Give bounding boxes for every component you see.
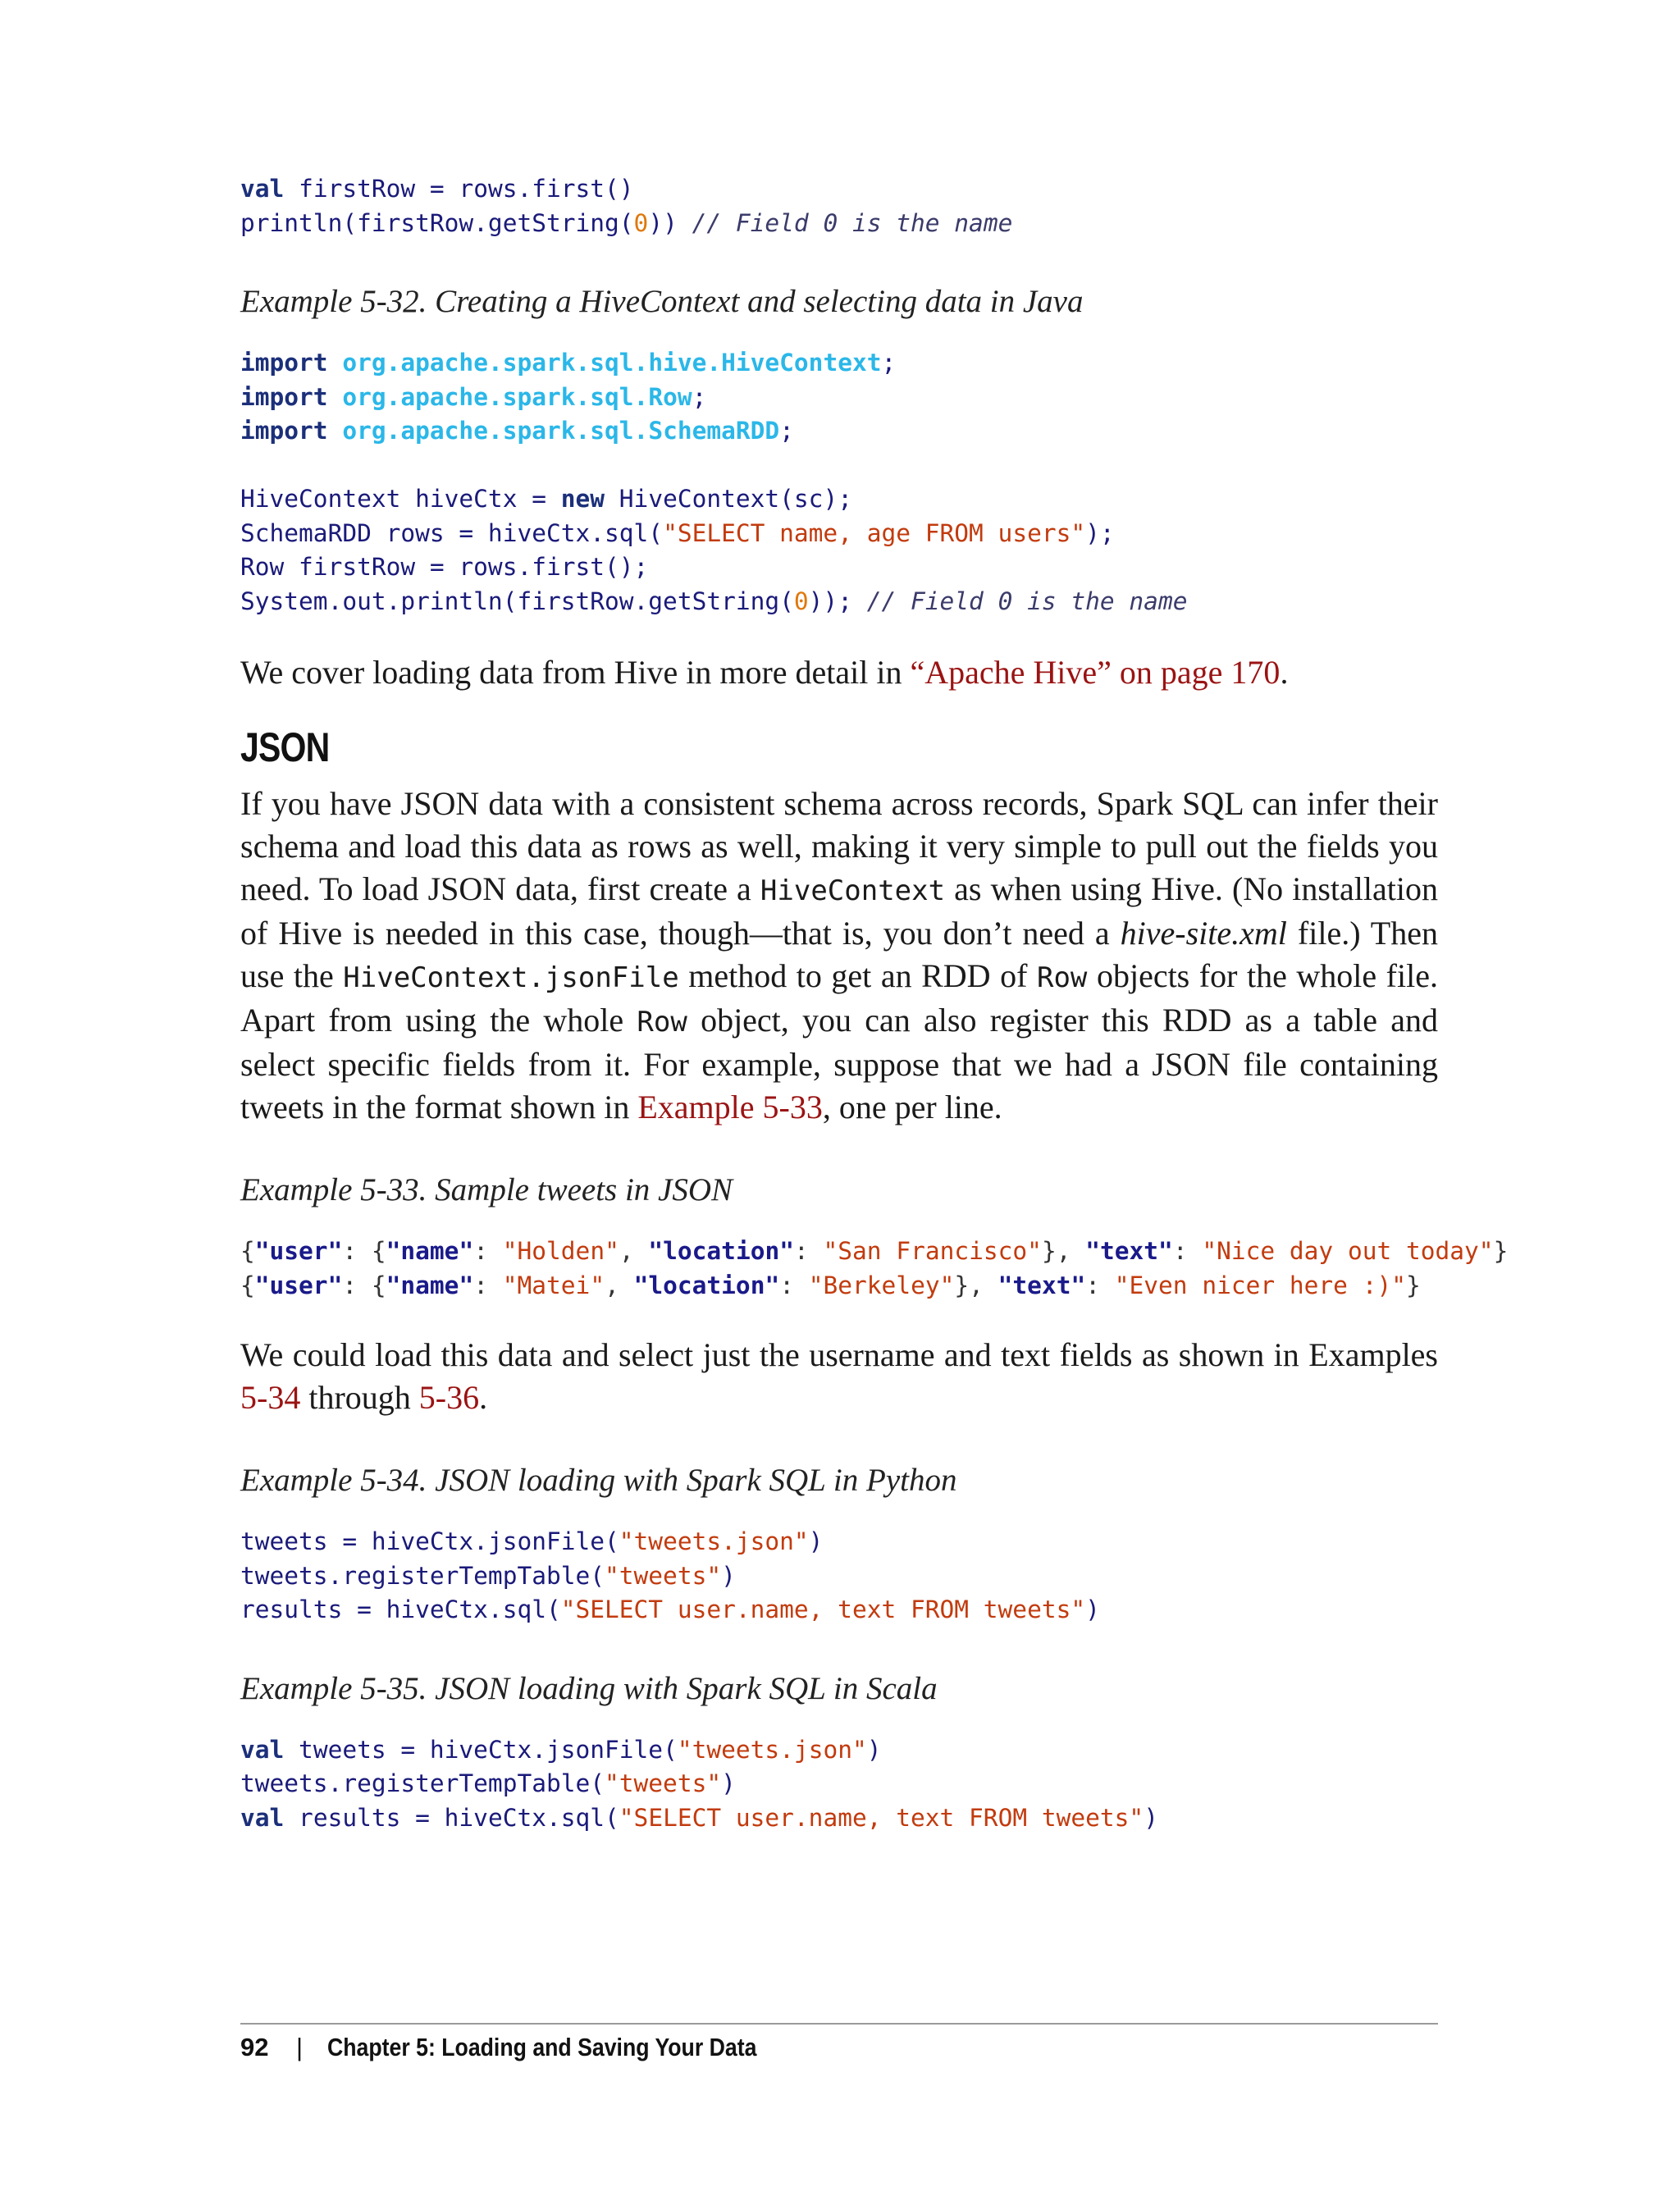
inline-code: HiveContext.jsonFile <box>343 961 679 994</box>
code-number: 0 <box>633 208 649 237</box>
code-text: } <box>1405 1271 1421 1299</box>
paragraph-text: object, you can also register this RDD as a table and select specific fields from it. For example, suppose that we had a JSON file containing tweets in the format shown in <box>240 1002 1438 1125</box>
code-string: "SELECT user.name, text FROM tweets" <box>619 1803 1144 1832</box>
page-content <box>240 172 1509 1835</box>
code-block-scala-tail <box>240 172 1438 240</box>
code-text: SchemaRDD rows = hiveCtx.sql( <box>240 518 664 547</box>
paragraph-load-examples <box>240 1334 1438 1419</box>
json-value: "Holden" <box>502 1237 619 1265</box>
code-text: = rows.first() <box>415 175 634 203</box>
code-string: "tweets" <box>605 1561 722 1590</box>
code-text: ) <box>721 1561 736 1590</box>
code-text: ) <box>1144 1803 1158 1832</box>
link-apache-hive[interactable]: “Apache Hive” on page 170 <box>910 654 1281 691</box>
code-text: HiveContext hiveCtx = <box>240 485 561 513</box>
paragraph-text: as when using Hive. (No installation of Hive is needed in this case, though—that is, you don’t need a <box>240 870 1439 952</box>
code-text: ) <box>721 1769 736 1797</box>
code-string: "SELECT name, age FROM users" <box>663 518 1086 547</box>
code-text: { <box>240 1237 255 1265</box>
code-keyword: new <box>560 485 605 513</box>
code-text: : { <box>342 1237 386 1265</box>
code-text: results = hiveCtx.sql( <box>284 1803 619 1832</box>
code-text: ) <box>866 1735 882 1764</box>
json-key: "text" <box>998 1271 1086 1299</box>
code-text: : <box>793 1237 824 1265</box>
code-text: }, <box>954 1271 998 1299</box>
json-value: "Even nicer here :)" <box>1114 1271 1406 1299</box>
paragraph-json-intro <box>240 783 1438 1129</box>
paragraph-text: method to get an RDD of <box>678 957 1037 994</box>
code-text: tweets.registerTempTable( <box>240 1561 605 1590</box>
link-example-5-34[interactable]: 5-34 <box>240 1379 301 1416</box>
code-block-java <box>240 346 1438 619</box>
code-keyword: val <box>240 1735 285 1764</box>
code-text: Row firstRow = rows.first(); <box>240 553 649 581</box>
inline-filename: hive-site.xml <box>1120 915 1287 952</box>
code-text: : <box>1085 1271 1115 1299</box>
json-key: "user" <box>254 1237 343 1265</box>
json-key: "text" <box>1085 1237 1173 1265</box>
code-block-python <box>240 1525 1438 1628</box>
code-text: ) <box>808 1527 824 1555</box>
paragraph-text: . <box>1280 654 1289 691</box>
code-text: System.out.println(firstRow.getString( <box>240 587 794 615</box>
code-comment: // Field 0 is the name <box>692 208 1013 237</box>
code-keyword: import <box>240 417 328 445</box>
code-text: results = hiveCtx.sql( <box>240 1596 561 1623</box>
code-text: { <box>240 1271 255 1299</box>
code-text: HiveContext(sc); <box>605 485 852 513</box>
example-caption-5-34: Example 5-34. JSON loading with Spark SQL in Python <box>240 1463 957 1498</box>
paragraph-text: objects for the whole file. Apart from using the whole <box>240 957 1438 1039</box>
paragraph-text: through <box>300 1379 419 1416</box>
code-keyword: val <box>240 175 285 203</box>
code-text: )) <box>648 208 678 237</box>
code-string: "tweets.json" <box>677 1735 867 1764</box>
code-string: "SELECT user.name, text FROM tweets" <box>560 1596 1086 1623</box>
code-text: } <box>1493 1237 1509 1265</box>
code-text: )); <box>808 587 852 615</box>
inline-code: HiveContext <box>760 874 946 907</box>
code-text: : <box>473 1271 503 1299</box>
json-key: "location" <box>633 1271 780 1299</box>
code-text: : <box>473 1237 503 1265</box>
code-text: tweets.registerTempTable( <box>240 1769 605 1797</box>
code-text: : { <box>342 1271 386 1299</box>
code-comment: // Field 0 is the name <box>866 587 1188 615</box>
code-text: tweets = hiveCtx.jsonFile( <box>284 1735 678 1764</box>
code-package: org.apache.spark.sql.Row <box>342 382 692 411</box>
code-text: : <box>1172 1237 1203 1265</box>
json-value: "Nice day out today" <box>1202 1237 1494 1265</box>
code-text: tweets = hiveCtx.jsonFile( <box>240 1527 619 1555</box>
example-caption-5-35: Example 5-35. JSON loading with Spark SQL in Scala <box>240 1670 938 1706</box>
code-text: : <box>779 1271 809 1299</box>
paragraph-text: If you have JSON data with a consistent schema across records, Spark SQL can infer their schema and load this data as rows as well, making it very simple to pull out the fields you need. To load JSON data, first create a <box>240 785 1438 907</box>
paragraph-text: We could load this data and select just the username and text fields as shown in Examples <box>240 1336 1438 1373</box>
code-string: "tweets" <box>605 1769 722 1797</box>
page-footer <box>240 2033 827 2062</box>
footer-divider <box>240 2023 1438 2025</box>
paragraph-text: , one per line. <box>822 1089 1002 1125</box>
section-heading-json: JSON <box>240 724 330 770</box>
page-number: 92 <box>240 2033 269 2061</box>
json-key: "name" <box>386 1237 474 1265</box>
json-value: "Matei" <box>502 1271 605 1299</box>
code-keyword: import <box>240 382 328 411</box>
link-example-5-36[interactable]: 5-36 <box>418 1379 480 1416</box>
chapter-title: Chapter 5: Loading and Saving Your Data <box>327 2033 757 2061</box>
code-text: , <box>619 1237 649 1265</box>
code-text: ; <box>692 382 707 411</box>
code-package: org.apache.spark.sql.SchemaRDD <box>342 417 780 445</box>
code-keyword: import <box>240 349 328 377</box>
code-number: 0 <box>793 587 809 615</box>
code-block-scala <box>240 1733 1438 1836</box>
paragraph-text: We cover loading data from Hive in more detail in <box>240 654 911 691</box>
inline-code: Row <box>1036 961 1088 994</box>
example-caption-5-32: Example 5-32. Creating a HiveContext and selecting data in Java <box>240 284 1084 319</box>
link-example-5-33[interactable]: Example 5-33 <box>637 1089 823 1125</box>
code-text: ; <box>779 417 794 445</box>
code-block-json-tweets <box>240 1235 1509 1303</box>
code-text: ); <box>1085 518 1115 547</box>
json-value: "Berkeley" <box>808 1271 955 1299</box>
code-text: }, <box>1041 1237 1086 1265</box>
code-text: firstRow <box>299 175 416 203</box>
code-text: ) <box>1085 1596 1100 1623</box>
example-caption-5-33: Example 5-33. Sample tweets in JSON <box>240 1172 733 1208</box>
paragraph-text: . <box>479 1379 488 1416</box>
code-text: ; <box>881 349 897 377</box>
code-text: , <box>605 1271 634 1299</box>
inline-code: Row <box>637 1006 687 1039</box>
code-text: println(firstRow.getString( <box>240 208 634 237</box>
code-package: org.apache.spark.sql.hive.HiveContext <box>342 349 882 377</box>
json-key: "user" <box>254 1271 343 1299</box>
code-keyword: val <box>240 1803 285 1832</box>
json-value: "San Francisco" <box>823 1237 1042 1265</box>
code-string: "tweets.json" <box>619 1527 809 1555</box>
footer-separator: | <box>296 2033 304 2061</box>
json-key: "name" <box>386 1271 474 1299</box>
paragraph-text: file.) Then use the <box>240 915 1438 994</box>
paragraph-hive-reference <box>240 651 1438 694</box>
json-key: "location" <box>648 1237 794 1265</box>
